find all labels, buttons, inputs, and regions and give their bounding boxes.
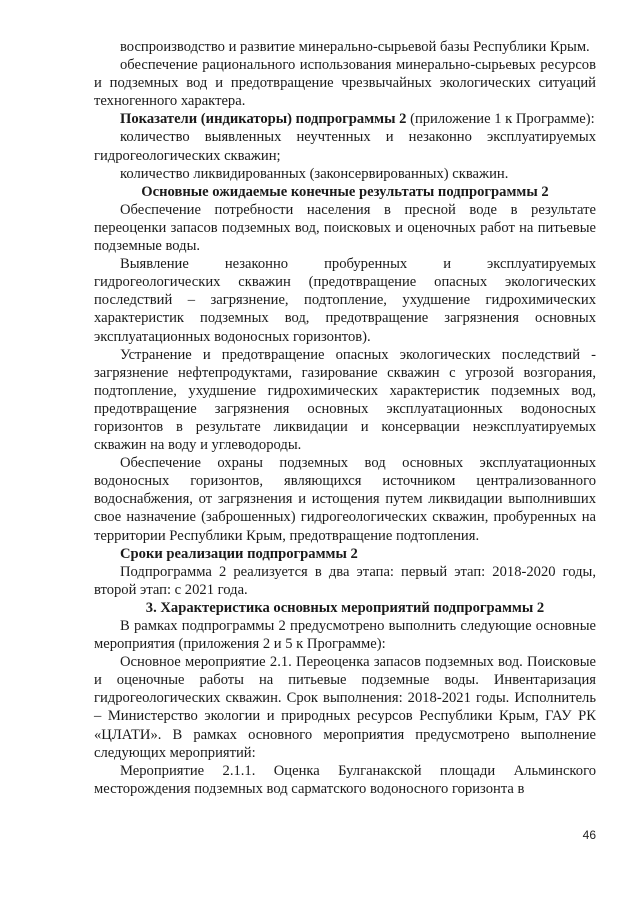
indicator-item: количество ликвидированных (законсервированных) скважин. (120, 165, 509, 182)
result-item: Обеспечение потребности населения в пресной воде в результате переоценки запасов подземных вод, поисковых и оценочных работ на питьевые подземные воды. (94, 201, 596, 255)
results-heading: Основные ожидаемые конечные результаты подпрограммы 2 (141, 183, 549, 200)
section3-item: Мероприятие 2.1.1. Оценка Булганакской площади Альминского месторождения подземных вод сарматского водоносного горизонта в (94, 762, 596, 797)
timing-heading: Сроки реализации подпрограммы 2 (120, 545, 358, 562)
result-item: Выявление незаконно пробуренных и эксплуатируемых гидрогеологических скважин (предотвращение опасных экологических последствий – загрязнение, подтопление, ухудшение гидрохимических характеристик подземных вод, предотвращение загрязнения основных эксплуатационных водоносных горизонтов). (94, 256, 596, 345)
indicators-heading-text: Показатели (индикаторы) подпрограммы 2 (120, 111, 407, 128)
paragraph: обеспечение рационального использования минерально-сырьевых ресурсов и подземных вод и предотвращение чрезвычайных экологических ситуаций техногенного характера. (94, 57, 596, 110)
page-number: 46 (582, 828, 596, 842)
indicator-item: количество выявленных неучтенных и незаконно эксплуатируемых гидрогеологических скважин; (94, 129, 596, 164)
result-item: Устранение и предотвращение опасных экологических последствий - загрязнение нефтепродуктами, газирование скважин с угрозой возгорания, подтопление, ухудшение гидрохимических характеристик подземных вод, предотвращение загрязнения основных эксплуатационных водоносных горизонтов в результате ликвидации и консервации неэксплуатируемых скважин на воду и углеводороды. (94, 346, 596, 454)
section3-heading: 3. Характеристика основных мероприятий подпрограммы 2 (145, 599, 545, 616)
paragraph: воспроизводство и развитие минерально-сырьевой базы Республики Крым. (120, 39, 590, 55)
section3-item: В рамках подпрограммы 2 предусмотрено выполнить следующие основные мероприятия (приложения 2 и 5 к Программе): (94, 618, 596, 653)
result-item: Обеспечение охраны подземных вод основных эксплуатационных водоносных горизонтов, являющихся источником централизованного водоснабжения, от загрязнения и истощения путем ликвидации выполнивших свое назначение (заброшенных) гидрогеологических скважин, пробуренных на территории Республики Крым, предотвращение подтопления. (94, 455, 596, 544)
section3-item: Основное мероприятие 2.1. Переоценка запасов подземных вод. Поисковые и оценочные работы на питьевые подземные воды. Инвентаризация гидрогеологических скважин. Срок выполнения: 2018-2021 годы. Исполнитель – Министерство экологии и природных ресурсов Республики Крым, ГАУ РК «ЦЛАТИ». В рамках основного мероприятия предусмотрено выполнение следующих мероприятий: (94, 654, 596, 761)
indicators-heading (94, 110, 596, 128)
indicators-ref: (приложение 1 к Программе): (406, 111, 595, 128)
page-body (94, 38, 596, 798)
timing-text: Подпрограмма 2 реализуется в два этапа: первый этап: 2018-2020 годы, второй этап: с 2021 года. (94, 563, 596, 598)
